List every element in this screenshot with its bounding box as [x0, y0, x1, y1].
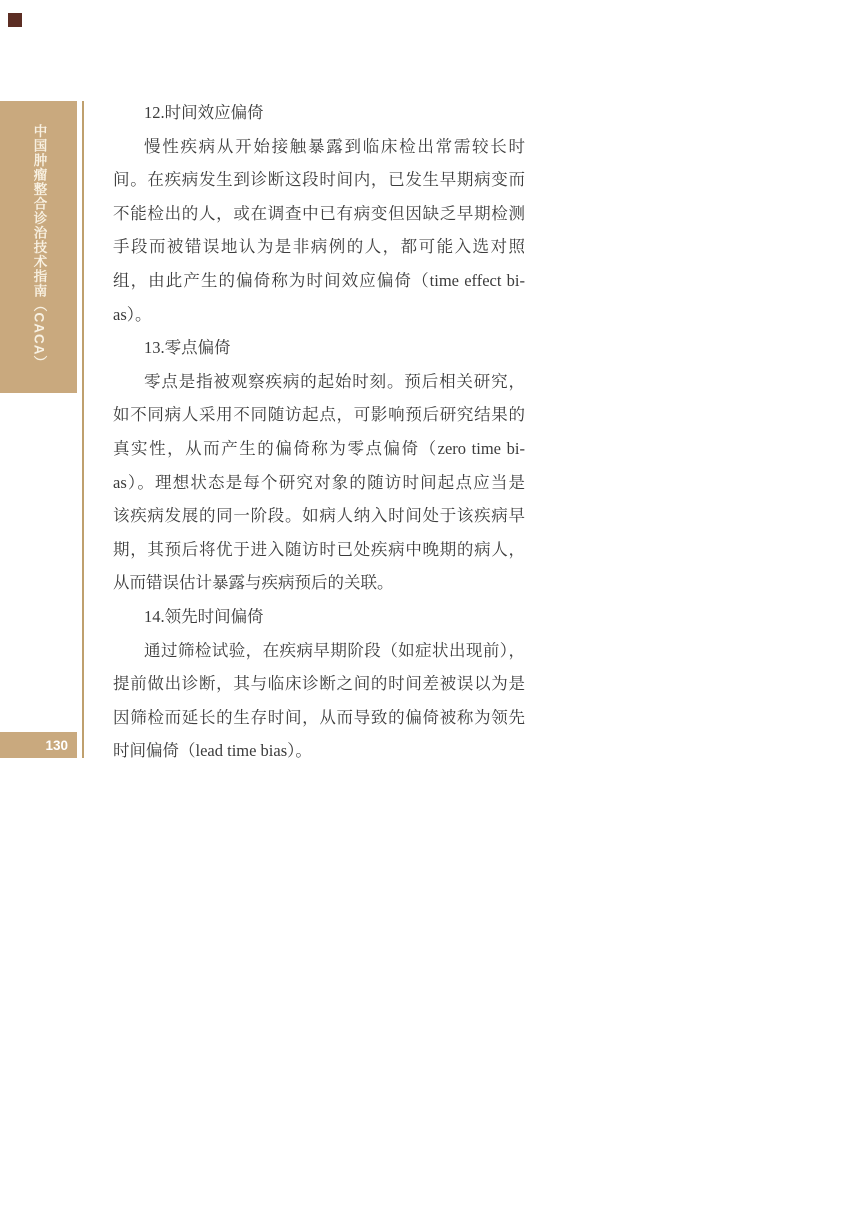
vertical-divider-rule [82, 101, 84, 758]
text-line: 从而错误估计暴露与疾病预后的关联。 [113, 573, 394, 593]
text-line: as）。 [113, 304, 152, 324]
text-line: 该疾病发展的同一阶段。如病人纳入时间处于该疾病早 [113, 506, 525, 526]
page-number: 130 [45, 737, 68, 753]
text-line: 零点是指被观察疾病的起始时刻。预后相关研究， [144, 371, 525, 391]
text-line: 间。在疾病发生到诊断这段时间内，已发生早期病变而 [113, 170, 525, 190]
text-line: as）。理想状态是每个研究对象的随访时间起点应当是 [113, 472, 525, 492]
text-line: 通过筛检试验，在疾病早期阶段（如症状出现前）， [144, 640, 525, 660]
book-spine-title: 中国肿瘤整合诊治技术指南（CACA） [31, 124, 47, 370]
text-line: 期，其预后将优于进入随访时已处疾病中晚期的病人， [113, 539, 525, 559]
text-line: 如不同病人采用不同随访起点，可影响预后研究结果的 [113, 405, 525, 425]
text-line: 真实性，从而产生的偏倚称为零点偏倚（zero time bi- [113, 438, 525, 458]
section-heading: 13.零点偏倚 [144, 338, 231, 358]
text-line: 慢性疾病从开始接触暴露到临床检出常需较长时 [144, 136, 525, 156]
section-heading: 14.领先时间偏倚 [144, 606, 264, 626]
text-line: 组，由此产生的偏倚称为时间效应偏倚（time effect bi- [113, 270, 525, 290]
text-line: 不能检出的人，或在调查中已有病变但因缺乏早期检测 [113, 203, 525, 223]
text-line: 手段而被错误地认为是非病例的人，都可能入选对照 [113, 237, 525, 257]
text-line: 提前做出诊断，其与临床诊断之间的时间差被误以为是 [113, 674, 525, 694]
text-line: 时间偏倚（lead time bias）。 [113, 741, 312, 761]
book-spine [0, 101, 77, 393]
corner-mark [8, 13, 22, 27]
text-line: 因筛检而延长的生存时间，从而导致的偏倚被称为领先 [113, 707, 525, 727]
page-number-badge [0, 732, 77, 758]
section-heading: 12.时间效应偏倚 [144, 103, 264, 122]
content-area [113, 96, 525, 768]
